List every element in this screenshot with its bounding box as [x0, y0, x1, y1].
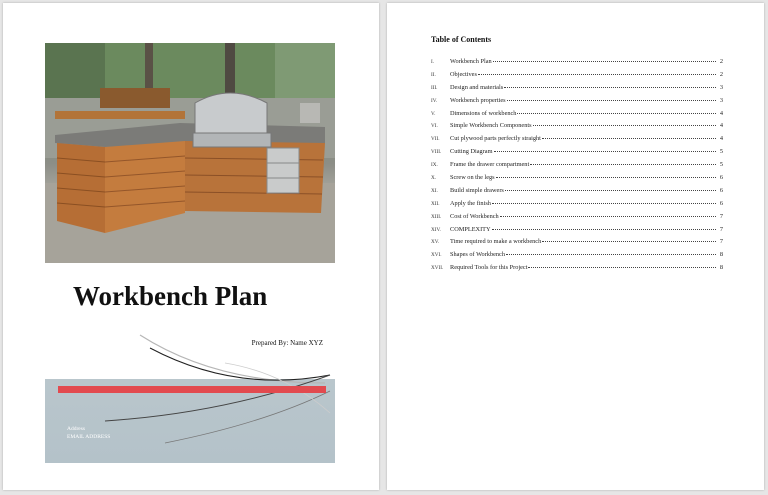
toc-entry-page: 8 — [719, 251, 723, 259]
toc-entry-page: 4 — [719, 135, 723, 143]
toc-entry-number: VII. — [431, 136, 440, 143]
toc-entry-label: Cutting Diagram — [450, 148, 493, 156]
toc-entry[interactable] — [431, 200, 723, 213]
toc-entry[interactable] — [431, 110, 723, 123]
toc-dot-leader — [542, 241, 716, 242]
toc-entry-number: V. — [431, 110, 436, 117]
toc-entry[interactable] — [431, 187, 723, 200]
toc-dot-leader — [494, 151, 717, 152]
toc-entry[interactable] — [431, 97, 723, 110]
toc-entry[interactable] — [431, 238, 723, 251]
toc-entry-number: IV. — [431, 97, 438, 104]
toc-dot-leader — [493, 61, 716, 62]
toc-entry-page: 3 — [719, 83, 723, 91]
toc-dot-leader — [496, 177, 716, 178]
toc-entry-number: X. — [431, 175, 437, 182]
cover-title: Workbench Plan — [73, 281, 268, 311]
cover-photo-illustration — [45, 43, 335, 263]
cover-panel — [45, 263, 335, 463]
toc-entry[interactable] — [431, 135, 723, 148]
toc-entry-page: 5 — [719, 148, 723, 156]
toc-entry-number: XIII. — [431, 213, 442, 220]
toc-entry-label: Shapes of Workbench — [450, 251, 505, 259]
toc-entry[interactable] — [431, 58, 723, 71]
toc-dot-leader — [504, 87, 716, 88]
toc-entry-label: Workbench properties — [450, 96, 506, 104]
toc-entry-label: Simple Workbench Components — [450, 122, 532, 130]
toc-dot-leader — [492, 229, 716, 230]
toc-entry-number: II. — [431, 71, 436, 78]
toc-entry-label: Required Tools for this Project — [450, 264, 528, 272]
toc-entry-number: XII. — [431, 200, 440, 207]
toc-page — [387, 3, 764, 490]
toc-entry-label: Frame the drawer compartment — [450, 161, 530, 169]
toc-entry-number: XI. — [431, 187, 438, 194]
toc-entry[interactable] — [431, 161, 723, 174]
toc-entry-number: XVII. — [431, 265, 444, 272]
toc-entry[interactable] — [431, 174, 723, 187]
toc-entry[interactable] — [431, 71, 723, 84]
cover-page — [3, 3, 379, 490]
toc-entry-page: 6 — [719, 174, 723, 182]
toc-list — [431, 58, 723, 277]
toc-entry[interactable] — [431, 122, 723, 135]
address-text: Address — [67, 426, 86, 432]
toc-entry-page: 4 — [719, 122, 723, 130]
toc-dot-leader — [507, 100, 716, 101]
toc-dot-leader — [500, 216, 716, 217]
prepared-by: Prepared By: Name XYZ — [251, 339, 323, 347]
toc-entry-page: 7 — [719, 238, 723, 246]
toc-entry-label: Apply the finish — [450, 199, 491, 207]
toc-dot-leader — [505, 190, 716, 191]
toc-entry-page: 7 — [719, 225, 723, 233]
toc-entry-label: Build simple drawers — [450, 186, 504, 194]
toc-entry-label: Dimensions of workbench — [450, 109, 517, 117]
toc-entry-label: Cost of Workbench — [450, 212, 499, 220]
toc-entry-page: 7 — [719, 212, 723, 220]
toc-entry-page: 2 — [719, 58, 723, 65]
toc-entry-number: III. — [431, 84, 438, 91]
toc-entry[interactable] — [431, 213, 723, 226]
toc-entry-label: Screw on the legs — [450, 174, 495, 182]
toc-dot-leader — [533, 125, 716, 126]
toc-entry-number: I. — [431, 59, 435, 65]
toc-entry-page: 2 — [719, 70, 723, 78]
toc-entry[interactable] — [431, 84, 723, 97]
toc-entry-label: Time required to make a workbench — [450, 238, 542, 246]
toc-dot-leader — [506, 254, 716, 255]
toc-entry-page: 4 — [719, 109, 723, 117]
toc-entry-page: 8 — [719, 264, 723, 272]
toc-entry-page: 3 — [719, 96, 723, 104]
toc-title: Table of Contents — [431, 35, 492, 44]
toc-entry[interactable] — [431, 251, 723, 264]
toc-dot-leader — [528, 267, 716, 268]
toc-entry-number: XVI. — [431, 252, 442, 259]
toc-dot-leader — [478, 74, 716, 75]
toc-entry-label: Objectives — [450, 70, 477, 78]
toc-dot-leader — [530, 164, 716, 165]
toc-entry-number: XIV. — [431, 226, 441, 233]
toc-entry-number: VI. — [431, 123, 438, 130]
toc-entry-number: IX. — [431, 162, 438, 169]
toc-entry[interactable] — [431, 264, 723, 277]
toc-entry-page: 6 — [719, 199, 723, 207]
toc-entry[interactable] — [431, 226, 723, 239]
toc-entry-label: Cut plywood parts perfectly straight — [450, 135, 541, 143]
toc-entry-page: 5 — [719, 161, 723, 169]
email-text: EMAIL ADDRESS — [67, 434, 111, 440]
cover-photo — [45, 43, 335, 263]
toc-entry-number: XV. — [431, 239, 440, 246]
toc-entry-label: Workbench Plan — [450, 58, 492, 65]
cover-address-block — [67, 425, 110, 441]
toc-dot-leader — [517, 113, 716, 114]
toc-dot-leader — [492, 203, 716, 204]
toc-entry-page: 6 — [719, 186, 723, 194]
toc-entry-number: VIII. — [431, 149, 442, 156]
toc-dot-leader — [542, 138, 716, 139]
toc-entry[interactable] — [431, 148, 723, 161]
toc-entry-label: COMPLEXITY — [450, 225, 491, 233]
toc-entry-label: Design and materials — [450, 83, 504, 91]
accent-bar — [58, 386, 326, 393]
